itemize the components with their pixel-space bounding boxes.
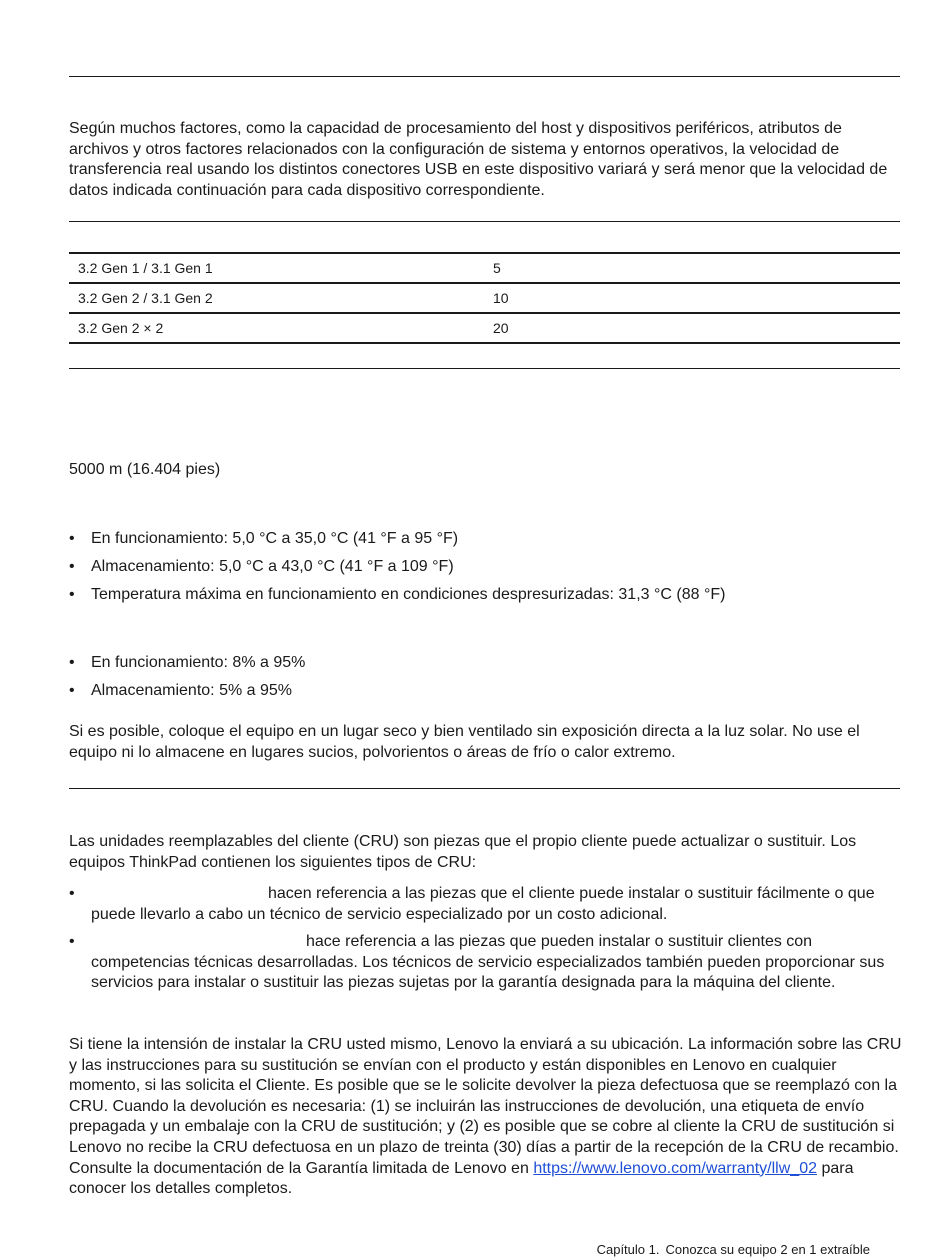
cru-details-paragraph bbox=[69, 1035, 904, 1200]
table-top-rule bbox=[69, 221, 900, 222]
list-item bbox=[69, 932, 904, 994]
usb-version-cell: 3.2 Gen 2 × 2 bbox=[69, 313, 484, 343]
divider-usb-end bbox=[69, 368, 900, 369]
temperature-list bbox=[69, 529, 904, 612]
list-item: • En funcionamiento: 8% a 95% bbox=[69, 653, 904, 673]
list-item: • Temperatura máxima en funcionamiento en condiciones despresurizadas: 31,3 °C (88 °F) bbox=[69, 585, 904, 605]
usb-rate-cell: 10 bbox=[484, 283, 900, 313]
cru-details-text: Si tiene la intensión de instalar la CRU usted mismo, Lenovo la enviará a su ubicación. La información sobre las CRU y las instrucciones para su sustitución se envían con el producto y están disponibles en Lenovo en cualquier momento, si las solicita el Cliente. Es posible que se le solicite devolver la pieza defectuosa que se reemplazó con la CRU. Cuando la devolución es necesaria: (1) se incluirán las instrucciones de devolución, una etiqueta de envío prepagada y un embalaje con la CRU de sustitución; y (2) es posible que se cobre al cliente la CRU de sustitución si Lenovo no recibe la CRU defectuosa en un plazo de treinta (30) días a partir de la recepción de la CRU de recambio. Consulte la documentación de la Garantía limitada de Lenovo en bbox=[69, 1036, 902, 1177]
cru-type-description: hacen referencia a las piezas que el cliente puede instalar o sustituir fácilmente o que puede llevarlo a cabo un técnico de servicio especializado por un costo adicional. bbox=[91, 885, 875, 923]
list-item: • Almacenamiento: 5% a 95% bbox=[69, 681, 904, 701]
table-row bbox=[69, 253, 900, 283]
usb-rate-cell: 5 bbox=[484, 253, 900, 283]
table-row bbox=[69, 283, 900, 313]
usb-version-cell: 3.2 Gen 1 / 3.1 Gen 1 bbox=[69, 253, 484, 283]
altitude-value: 5000 m (16.404 pies) bbox=[69, 461, 221, 478]
environment-advice: Si es posible, coloque el equipo en un lugar seco y bien ventilado sin exposición directa a la luz solar. No use el equipo ni lo almacene en lugares sucios, polvorientos o áreas de frío o calor extremo. bbox=[69, 723, 860, 761]
footer-chapter: Capítulo 1. bbox=[596, 1242, 660, 1257]
cru-intro-paragraph: Las unidades reemplazables del cliente (CRU) son piezas que el propio cliente puede actualizar o sustituir. Los equipos ThinkPad contienen los siguientes tipos de CRU: bbox=[69, 833, 857, 871]
usb-rate-table bbox=[69, 252, 900, 344]
page-footer bbox=[597, 1242, 870, 1258]
divider-environment-end bbox=[69, 788, 900, 789]
footer-title: Conozca su equipo 2 en 1 extraíble bbox=[665, 1242, 870, 1257]
list-item: • Almacenamiento: 5,0 °C a 43,0 °C (41 °F a 109 °F) bbox=[69, 557, 904, 577]
cru-details-end: para conocer los detalles completos. bbox=[69, 1159, 854, 1198]
cru-type-list bbox=[69, 884, 904, 1001]
table-row bbox=[69, 313, 900, 343]
cru-type-description: hace referencia a las piezas que pueden instalar o sustituir clientes con competencias técnicas desarrolladas. Los técnicos de servicio especializados también pueden proporcionar sus servicios para instalar o sustituir las piezas sujetas por la garantía designada para la máquina del cliente. bbox=[91, 933, 885, 992]
humidity-list bbox=[69, 653, 904, 709]
divider-top bbox=[69, 76, 900, 77]
usb-rate-cell: 20 bbox=[484, 313, 900, 343]
warranty-link[interactable]: https://www.lenovo.com/warranty/llw_02 bbox=[533, 1159, 817, 1177]
list-item bbox=[69, 884, 904, 925]
list-item: • En funcionamiento: 5,0 °C a 35,0 °C (41 °F a 95 °F) bbox=[69, 529, 904, 549]
usb-version-cell: 3.2 Gen 2 / 3.1 Gen 2 bbox=[69, 283, 484, 313]
usb-intro-paragraph: Según muchos factores, como la capacidad de procesamiento del host y dispositivos periféricos, atributos de archivos y otros factores relacionados con la configuración de sistema y entornos operativos, la velocidad de transferencia real usando los distintos conectores USB en este dispositivo variará y será menor que la velocidad de datos indicada continuación para cada dispositivo correspondiente. bbox=[69, 120, 888, 199]
